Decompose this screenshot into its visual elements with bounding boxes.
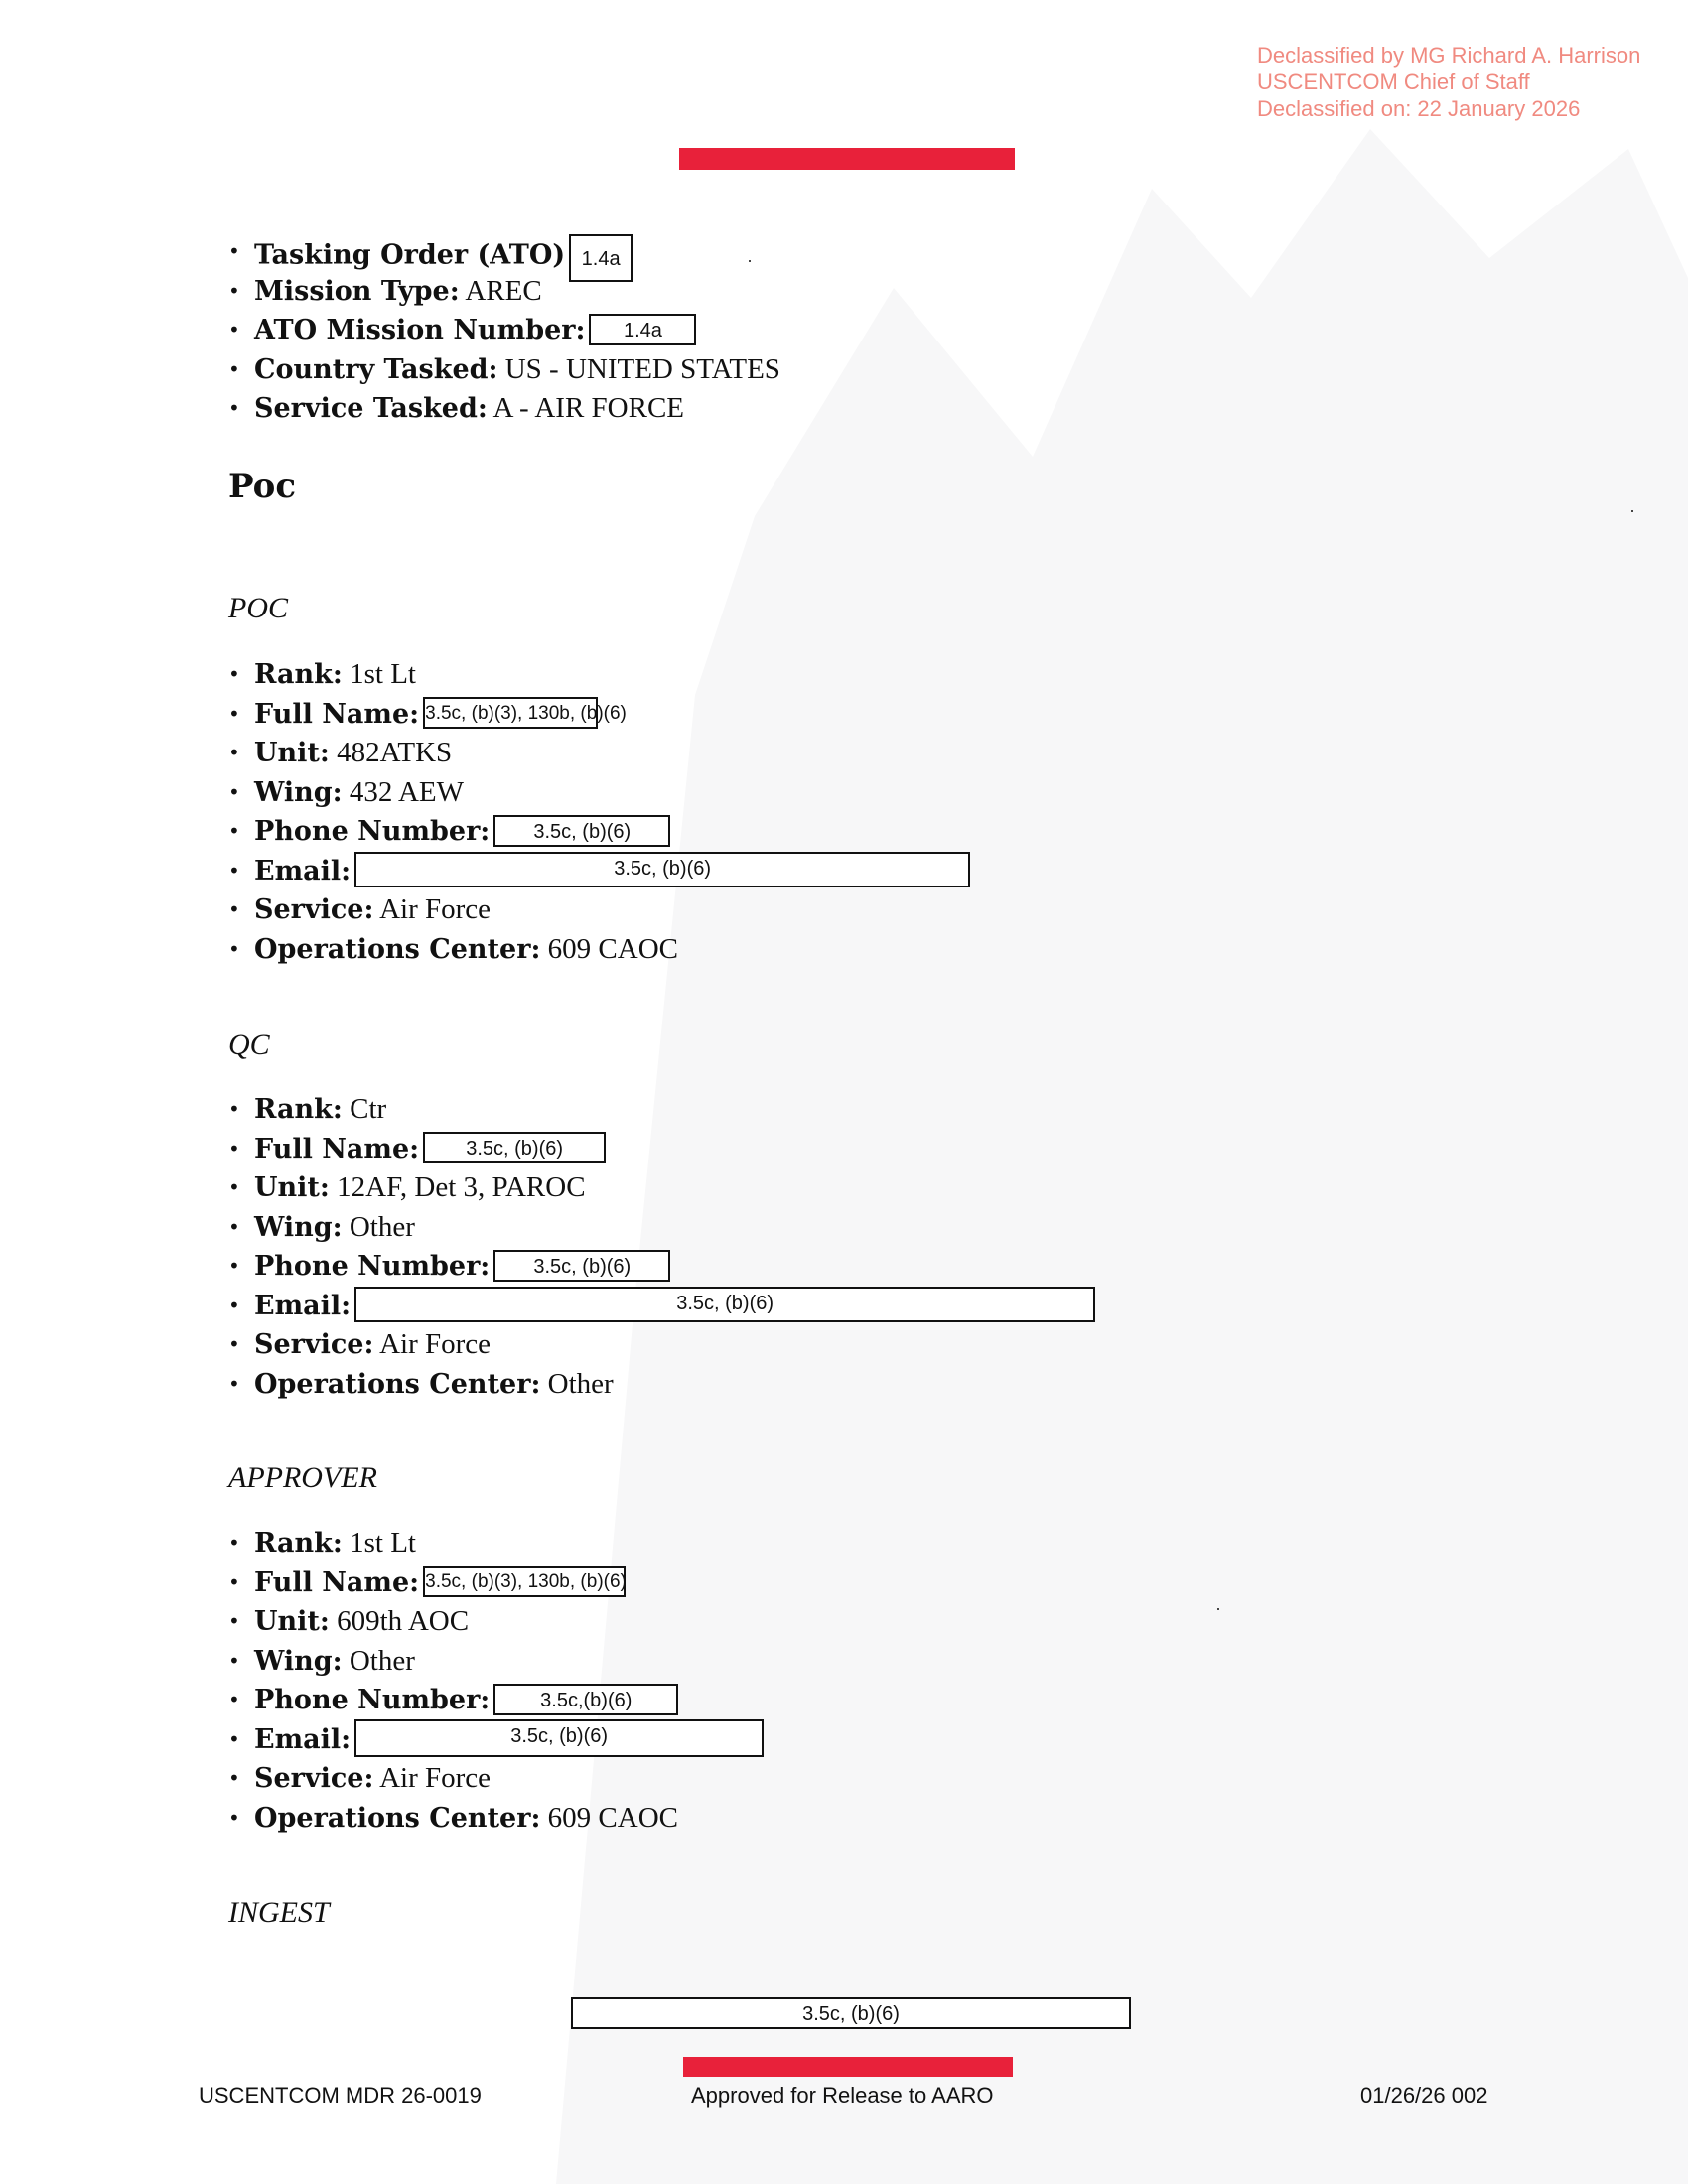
redaction-box: 1.4a xyxy=(569,234,633,282)
operations-center-value: 609 CAOC xyxy=(540,932,678,965)
unit-value: 12AF, Det 3, PAROC xyxy=(329,1171,586,1203)
list-item xyxy=(228,1247,1095,1287)
list-item xyxy=(228,311,780,350)
scan-speck xyxy=(749,260,751,262)
redaction-box: 3.5c, (b)(6) xyxy=(493,815,670,847)
list-item xyxy=(228,389,780,429)
declassification-stamp xyxy=(1257,42,1640,122)
operations-center-label: Operations Center: xyxy=(254,933,541,965)
redaction-box: 3.5c, (b)(6) xyxy=(354,1719,764,1757)
service-value: Air Force xyxy=(373,1762,492,1794)
qc-heading: QC xyxy=(228,1028,270,1061)
list-item xyxy=(228,1325,1095,1365)
approver-fields xyxy=(228,1524,764,1838)
ingest-heading: INGEST xyxy=(228,1896,330,1929)
stamp-line-3: Declassified on: 22 January 2026 xyxy=(1257,96,1581,121)
field-label: Country Tasked: xyxy=(254,353,498,385)
redaction-box: 3.5c, (b)(6) xyxy=(423,1132,606,1163)
operations-center-value: Other xyxy=(540,1367,614,1400)
list-item xyxy=(228,232,780,272)
poc-heading: POC xyxy=(228,592,288,624)
wing-label: Wing: xyxy=(254,1645,343,1677)
list-item xyxy=(228,930,970,970)
wing-value: Other xyxy=(342,1644,415,1677)
service-label: Service: xyxy=(254,1763,374,1794)
wing-label: Wing: xyxy=(254,1211,343,1243)
field-label: Mission Type: xyxy=(254,275,460,307)
email-label: Email: xyxy=(254,1290,352,1321)
redaction-box: 3.5c, (b)(6) xyxy=(354,852,970,887)
list-item xyxy=(228,1681,764,1720)
list-item xyxy=(228,812,970,852)
poc-fields xyxy=(228,655,970,969)
rank-value: Ctr xyxy=(342,1093,387,1125)
redaction-box: 1.4a xyxy=(589,314,696,345)
service-value: Air Force xyxy=(373,893,492,925)
scan-speck xyxy=(1631,510,1633,512)
rank-value: 1st Lt xyxy=(342,658,416,690)
redaction-box: 3.5c, (b)(3), 130b, (b)(6) xyxy=(423,697,598,729)
unit-label: Unit: xyxy=(254,1172,330,1203)
approver-heading: APPROVER xyxy=(228,1461,377,1494)
bottom-classification-bar xyxy=(683,2057,1013,2077)
footer-release-note: Approved for Release to AARO xyxy=(691,2083,994,2108)
full-name-label: Full Name: xyxy=(254,698,420,730)
list-item xyxy=(228,1287,1095,1326)
list-item xyxy=(228,1090,1095,1130)
phone-label: Phone Number: xyxy=(254,1251,491,1282)
wing-value: Other xyxy=(342,1210,415,1243)
rank-label: Rank: xyxy=(254,1528,343,1559)
list-item xyxy=(228,1208,1095,1248)
section-title: Poc xyxy=(228,467,297,506)
list-item xyxy=(228,734,970,773)
list-item xyxy=(228,350,780,390)
full-name-label: Full Name: xyxy=(254,1133,420,1164)
list-item xyxy=(228,1365,1095,1405)
operations-center-label: Operations Center: xyxy=(254,1368,541,1400)
unit-value: 482ATKS xyxy=(329,737,453,768)
list-item xyxy=(228,1759,764,1799)
list-item xyxy=(228,1720,764,1760)
operations-center-value: 609 CAOC xyxy=(540,1801,678,1834)
service-value: Air Force xyxy=(373,1328,492,1360)
list-item xyxy=(228,1642,764,1682)
unit-label: Unit: xyxy=(254,738,330,768)
stamp-line-2: USCENTCOM Chief of Staff xyxy=(1257,69,1530,94)
redaction-box: 3.5c, (b)(6) xyxy=(354,1287,1095,1322)
top-classification-bar xyxy=(679,148,1015,170)
email-label: Email: xyxy=(254,855,352,887)
list-item xyxy=(228,890,970,930)
list-item xyxy=(228,655,970,695)
redaction-box: 3.5c, (b)(6) xyxy=(493,1250,670,1282)
wing-label: Wing: xyxy=(254,776,343,808)
list-item xyxy=(228,1602,764,1642)
unit-label: Unit: xyxy=(254,1606,330,1637)
footer-redaction-box: 3.5c, (b)(6) xyxy=(571,1997,1131,2029)
redaction-box: 3.5c, (b)(3), 130b, (b)(6) xyxy=(423,1566,626,1597)
list-item xyxy=(228,1130,1095,1169)
list-item xyxy=(228,1168,1095,1208)
rank-label: Rank: xyxy=(254,1094,343,1125)
field-value: US - UNITED STATES xyxy=(497,352,780,385)
list-item xyxy=(228,272,780,312)
field-value: A - AIR FORCE xyxy=(487,392,685,424)
scan-speck xyxy=(1217,1608,1219,1610)
operations-center-label: Operations Center: xyxy=(254,1802,541,1834)
stamp-line-1: Declassified by MG Richard A. Harrison xyxy=(1257,43,1641,68)
service-label: Service: xyxy=(254,894,374,925)
email-label: Email: xyxy=(254,1723,352,1755)
service-label: Service: xyxy=(254,1329,374,1360)
rank-value: 1st Lt xyxy=(342,1527,416,1559)
full-name-label: Full Name: xyxy=(254,1567,420,1598)
unit-value: 609th AOC xyxy=(329,1605,470,1637)
footer-document-id: USCENTCOM MDR 26-0019 xyxy=(199,2083,482,2108)
list-item xyxy=(228,773,970,813)
field-label: Service Tasked: xyxy=(254,393,488,424)
field-value: AREC xyxy=(459,274,542,307)
phone-label: Phone Number: xyxy=(254,816,491,847)
list-item xyxy=(228,1564,764,1603)
list-item xyxy=(228,852,970,891)
list-item xyxy=(228,1799,764,1839)
qc-fields xyxy=(228,1090,1095,1404)
rank-label: Rank: xyxy=(254,659,343,690)
mission-fields xyxy=(228,232,780,429)
field-label: ATO Mission Number: xyxy=(254,315,586,345)
list-item xyxy=(228,1524,764,1564)
phone-label: Phone Number: xyxy=(254,1685,491,1715)
wing-value: 432 AEW xyxy=(342,775,465,808)
redaction-box: 3.5c,(b)(6) xyxy=(493,1684,678,1715)
list-item xyxy=(228,695,970,735)
field-label: Tasking Order (ATO) xyxy=(254,239,566,271)
footer-date-code: 01/26/26 002 xyxy=(1360,2083,1488,2108)
